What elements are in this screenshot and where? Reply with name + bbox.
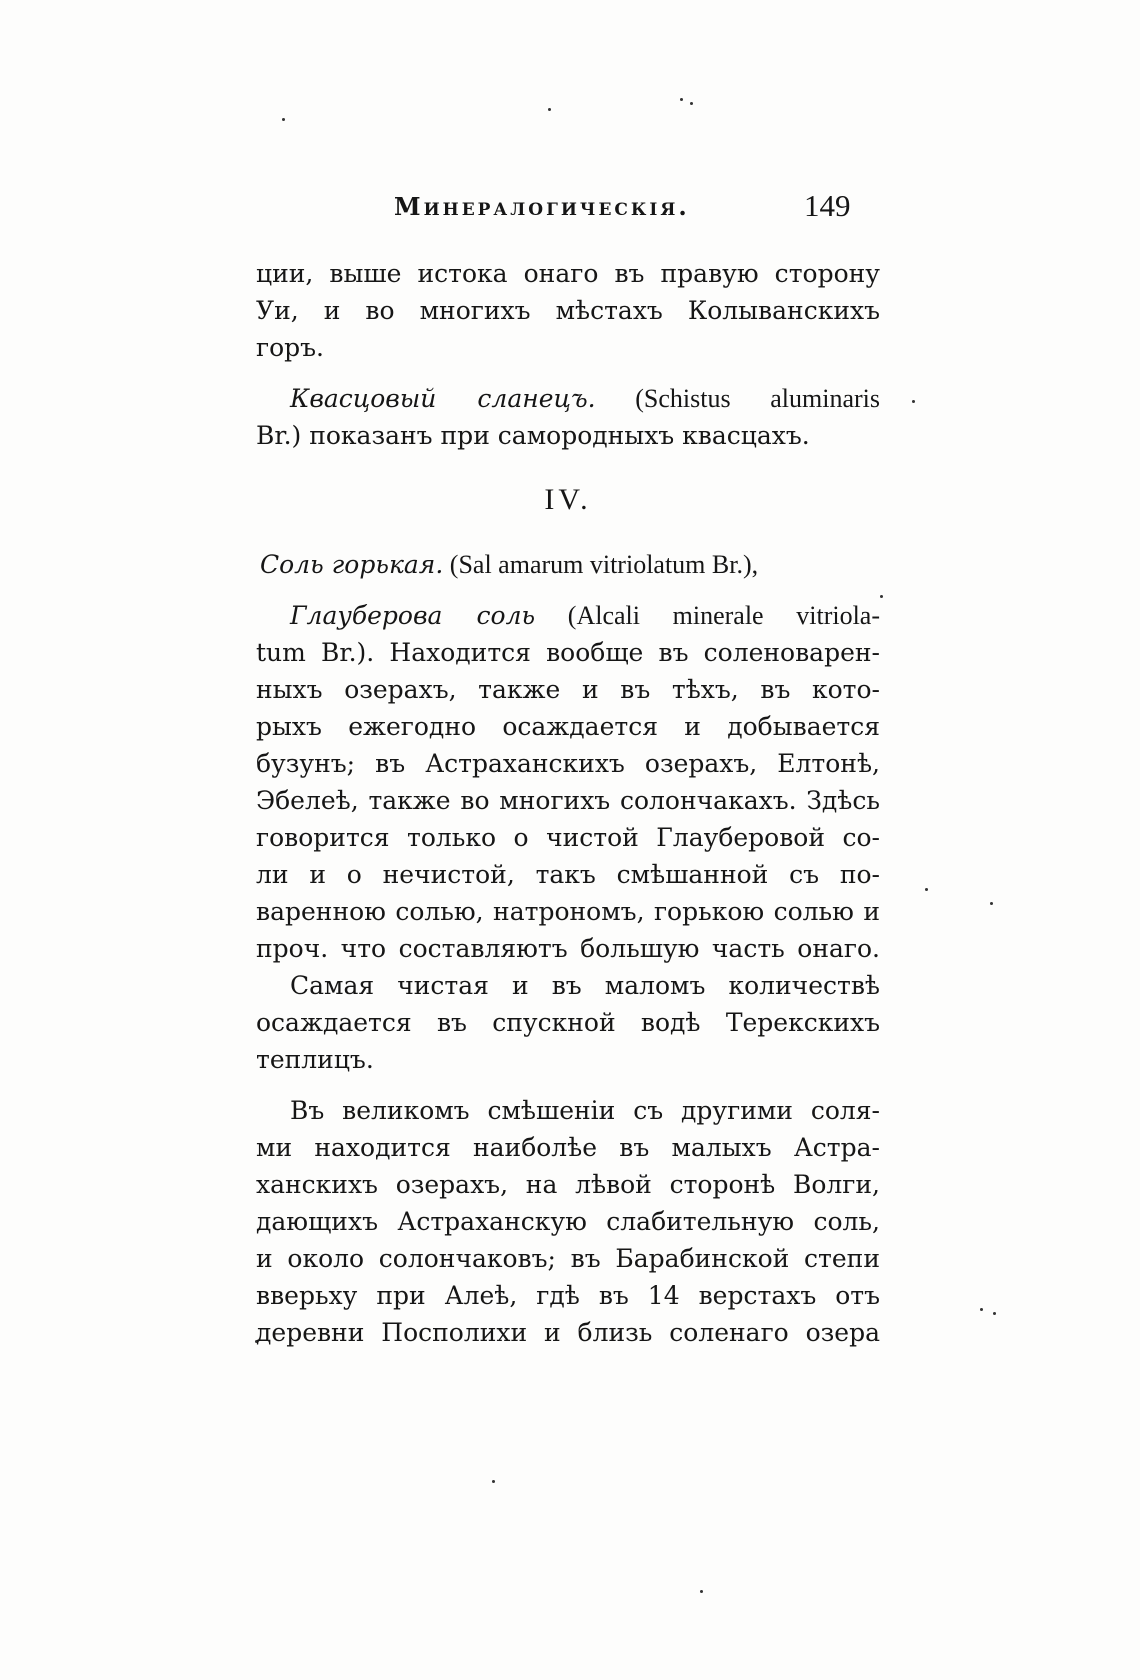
text-line: ции, выше истока онаго въ правую сторону [256, 259, 880, 288]
text-line: бузунъ; въ Астраханскихъ озерахъ, Елтонѣ, [256, 749, 880, 778]
text-line: Br.) показанъ при самородныхъ квасцахъ. [256, 421, 810, 450]
text-line: осаждается въ спускной водѣ Терекскихъ [256, 1008, 880, 1037]
term-italic: Соль горькая. [260, 550, 444, 579]
text-line: ли и о нечистой, такъ смѣшанной съ по- [256, 860, 880, 889]
text-line: ханскихъ озерахъ, на лѣвой сторонѣ Волги, [256, 1170, 880, 1199]
page-number: 149 [804, 188, 851, 223]
term-italic: Глауберова соль [290, 601, 536, 630]
text-line [256, 597, 880, 634]
running-title: Минералогическія. [394, 192, 690, 221]
text-line [256, 380, 880, 417]
text-line: ми находится наиболѣе въ малыхъ Астра- [256, 1133, 880, 1162]
latin-text: (Schistus aluminaris [595, 384, 881, 413]
latin-text: (Sal amarum vitriolatum Br.), [443, 550, 759, 579]
text-line: Въ великомъ смѣшеніи съ другими соля- [290, 1096, 880, 1125]
term-italic: Квасцовый сланецъ. [290, 384, 596, 413]
body-text [256, 255, 880, 1351]
text-line: рыхъ ежегодно осаждается и добывается [256, 712, 880, 741]
page-header [372, 188, 872, 232]
text-line: и около солончаковъ; въ Барабинской степи [256, 1244, 880, 1273]
text-line: дающихъ Астраханскую слабительную соль, [256, 1207, 880, 1236]
paragraph-1 [256, 255, 880, 366]
text-line: говорится только о чистой Глауберовой со- [256, 823, 880, 852]
text-line: варенною солью, натрономъ, горькою солью и [256, 897, 880, 926]
text-line: tum Br.). Находится вообще въ соленоварен- [256, 638, 880, 667]
text-line [256, 546, 880, 583]
text-line: ныхъ озерахъ, также и въ тѣхъ, въ кото- [256, 675, 880, 704]
text-line: Самая чистая и въ маломъ количествѣ [290, 971, 880, 1000]
latin-text: (Alcali minerale vitriola- [535, 601, 880, 630]
text-line: проч. что составляютъ большую часть онаго. [256, 934, 880, 963]
text-line: Эбелеѣ, также во многихъ солончакахъ. Здѣсь [256, 786, 880, 815]
paragraph-6 [256, 1092, 880, 1351]
text-line: вверьху при Алеѣ, гдѣ въ 14 верстахъ отъ [256, 1281, 880, 1310]
paragraph-4 [256, 597, 880, 967]
paragraph-2 [256, 380, 880, 454]
text-line: горъ. [256, 333, 325, 362]
section-heading [256, 546, 880, 583]
paragraph-5 [256, 967, 880, 1078]
text-line: деревни Посполихи и близь соленаго озера [256, 1318, 880, 1347]
text-line: теплицъ. [256, 1045, 374, 1074]
section-numeral: IV. [544, 483, 592, 516]
text-line: Уи, и во многихъ мѣстахъ Колыванскихъ [256, 296, 880, 325]
